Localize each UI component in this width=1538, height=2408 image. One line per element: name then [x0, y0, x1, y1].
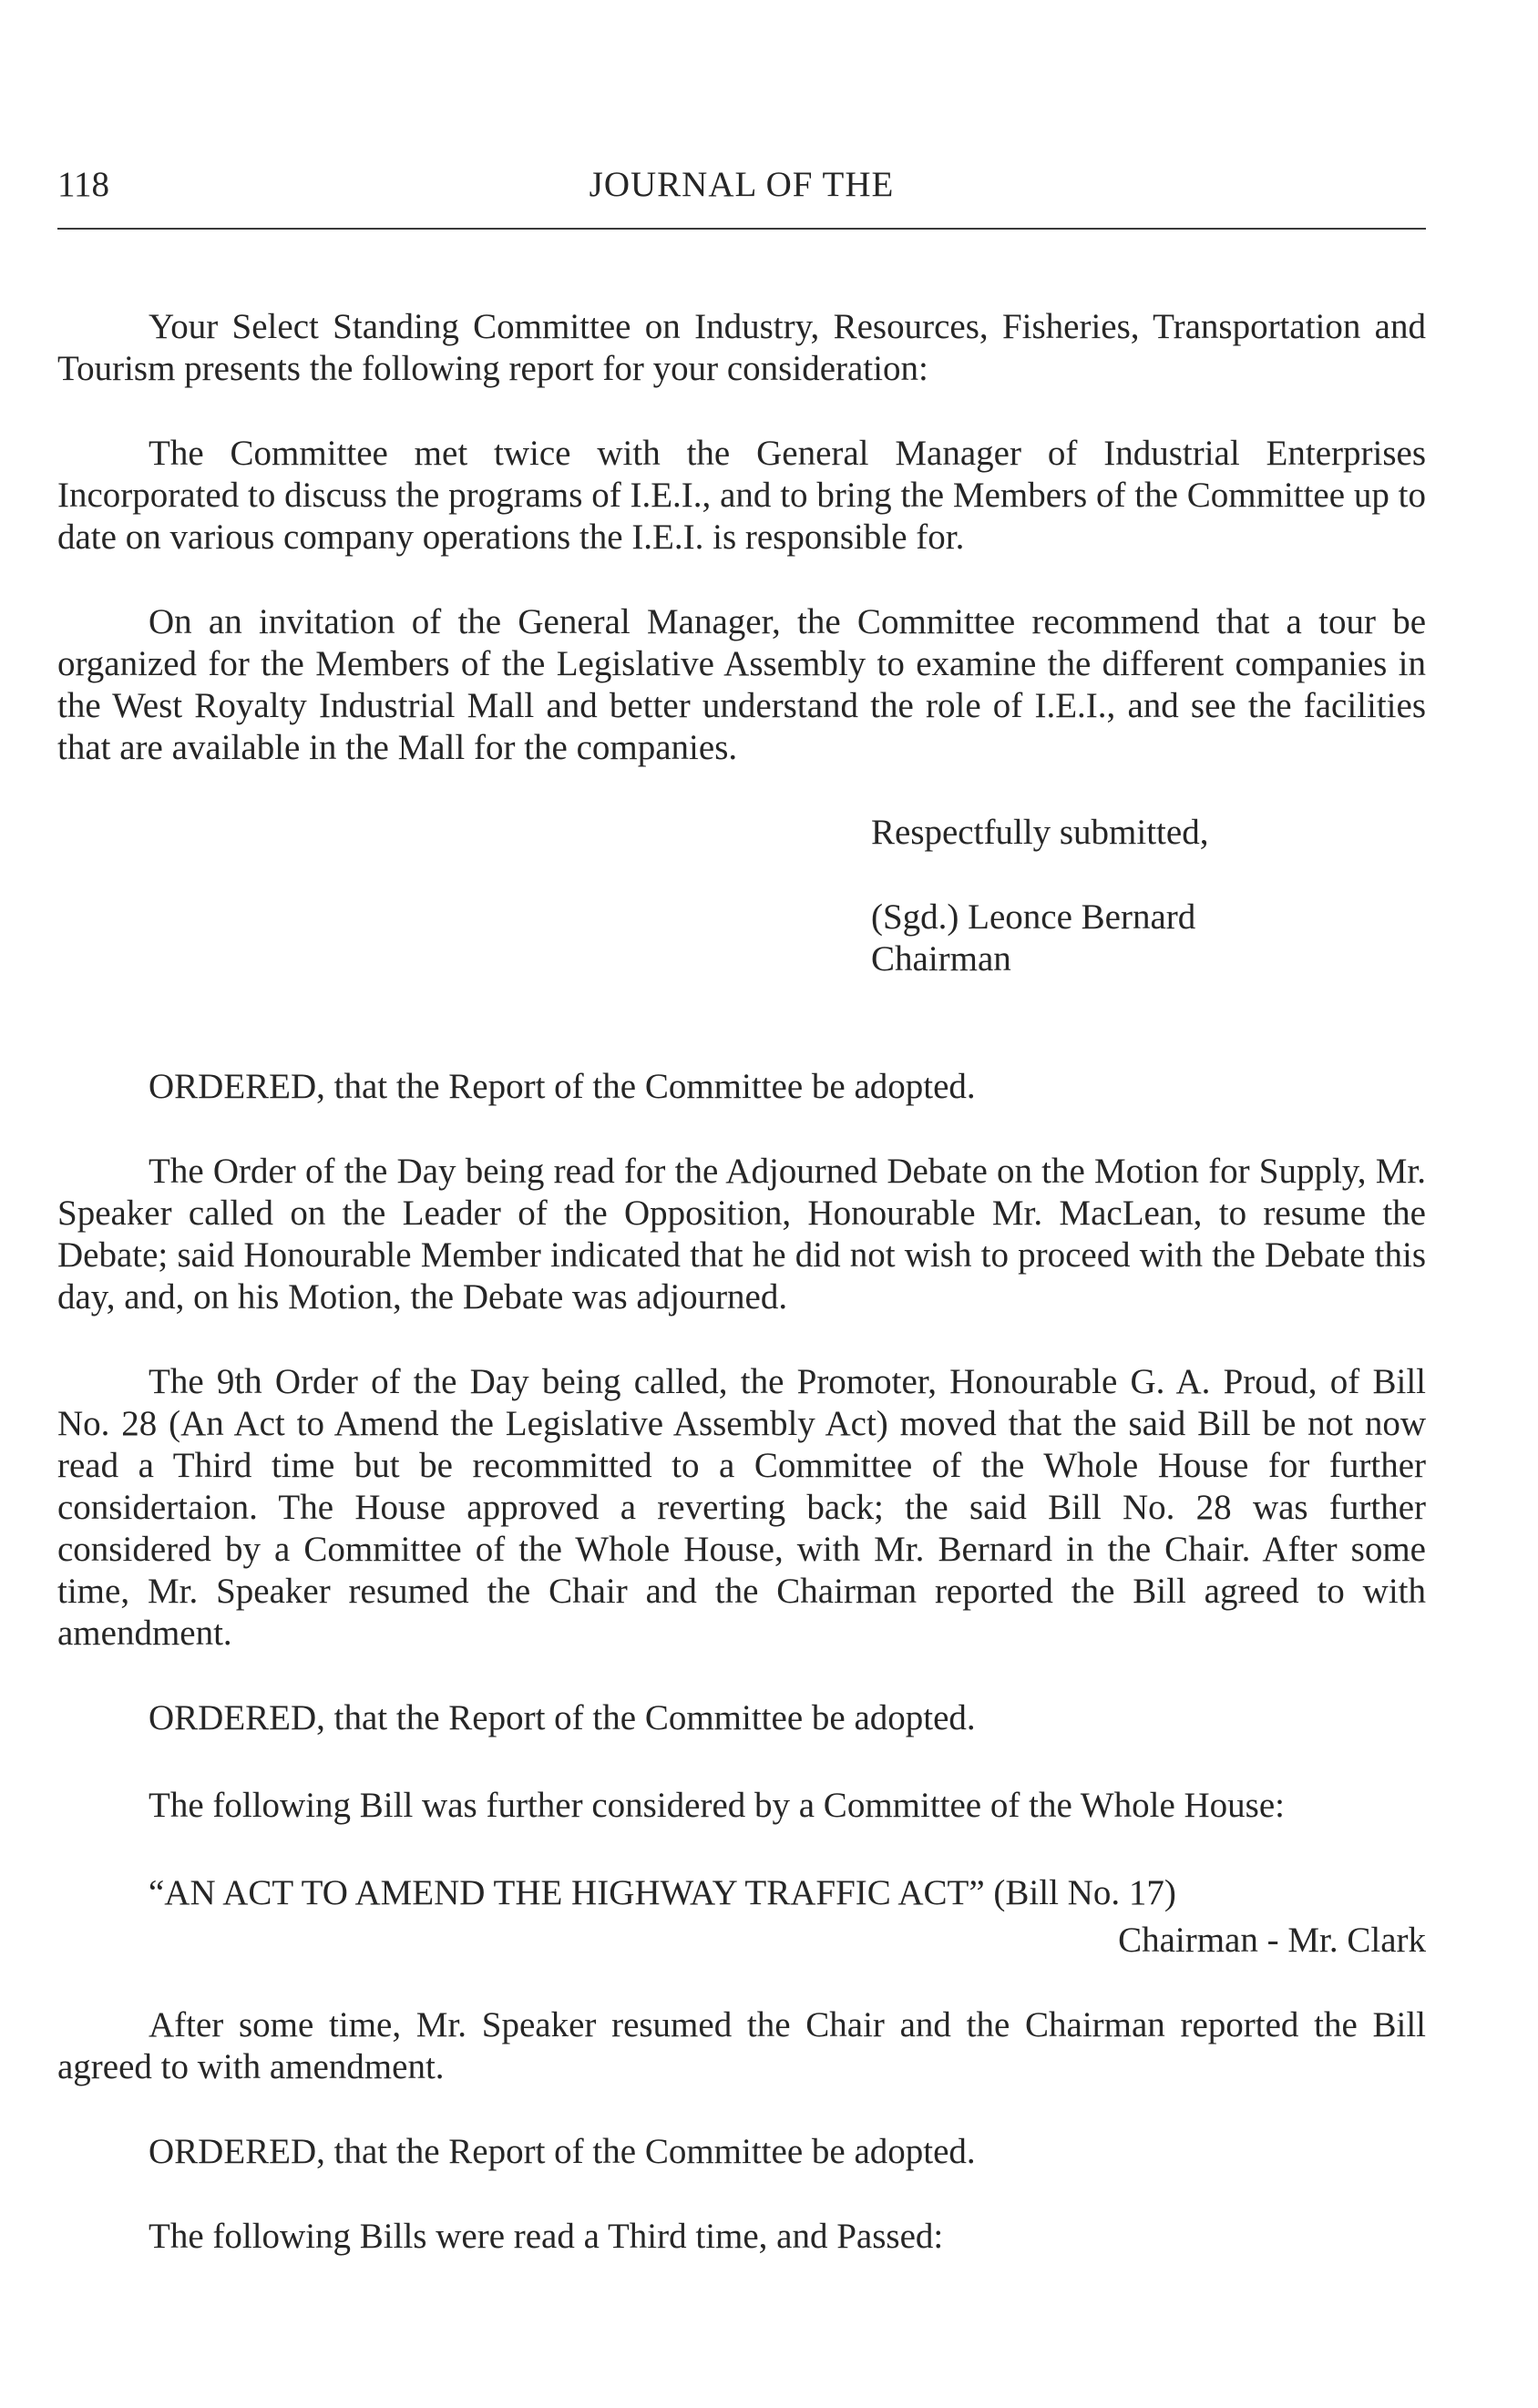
bill-title: “AN ACT TO AMEND THE HIGHWAY TRAFFIC ACT” (Bill No. 17) — [149, 1873, 1176, 1912]
signature-block — [871, 897, 1426, 980]
signature: (Sgd.) Leonce Bernard — [871, 897, 1196, 937]
ordered-paragraph-3: ORDERED, that the Report of the Committee be adopted. — [149, 2132, 976, 2171]
running-head: JOURNAL OF THE — [589, 165, 895, 204]
signature-title: Chairman — [871, 939, 1011, 979]
supply-debate-paragraph: The Order of the Day being read for the Adjourned Debate on the Motion for Supply, Mr. Speaker called on the Leader of the Opposition, Honourable Mr. MacLean, to resume the Debate; said Honourable Member indicated that he did not wish to proceed with the Debate this day, and, on his Motion, the Debate was adjourned. — [57, 1152, 1426, 1317]
bill-17-report-paragraph: After some time, Mr. Speaker resumed the Chair and the Chairman reported the Bill agreed to with amendment. — [57, 2005, 1426, 2086]
ordered-paragraph-2: ORDERED, that the Report of the Committee be adopted. — [149, 1698, 976, 1737]
header-rule — [57, 228, 1426, 230]
ordered-paragraph-1: ORDERED, that the Report of the Committee be adopted. — [149, 1067, 976, 1106]
signoff: Respectfully submitted, — [871, 813, 1209, 852]
tour-recommendation-paragraph: On an invitation of the General Manager, the Committee recommend that a tour be organized for the Members of the Legislative Assembly to examine the different companies in the West Royalty Industrial Mall and better understand the role of I.E.I., and see the facilities that are available in the Mall for the companies. — [57, 602, 1426, 767]
committee-intro-paragraph: Your Select Standing Committee on Industry, Resources, Fisheries, Transportation and Tourism presents the following report for your consideration: — [57, 307, 1426, 388]
whole-house-paragraph: The following Bill was further considered by a Committee of the Whole House: — [149, 1786, 1285, 1825]
third-reading-paragraph: The following Bills were read a Third time, and Passed: — [149, 2217, 944, 2256]
bill-chairman: Chairman - Mr. Clark — [1118, 1921, 1426, 1960]
bill-28-paragraph: The 9th Order of the Day being called, the Promoter, Honourable G. A. Proud, of Bill No. 28 (An Act to Amend the Legislative Assembly Act) moved that the said Bill be not now read a Third time but be recommitted to a Committee of the Whole House for further considertaion. The House approved a reverting back; the said Bill No. 28 was further considered by a Committee of the Whole House, with Mr. Bernard in the Chair. After some time, Mr. Speaker resumed the Chair and the Chairman reported the Bill agreed to with amendment. — [57, 1362, 1426, 1653]
page-number: 118 — [57, 165, 110, 204]
committee-meeting-paragraph: The Committee met twice with the General Manager of Industrial Enterprises Incorporated to discuss the programs of I.E.I., and to bring the Members of the Committee up to date on various company operations the I.E.I. is responsible for. — [57, 434, 1426, 557]
page-body — [57, 306, 1426, 2300]
page-header — [57, 164, 1426, 215]
